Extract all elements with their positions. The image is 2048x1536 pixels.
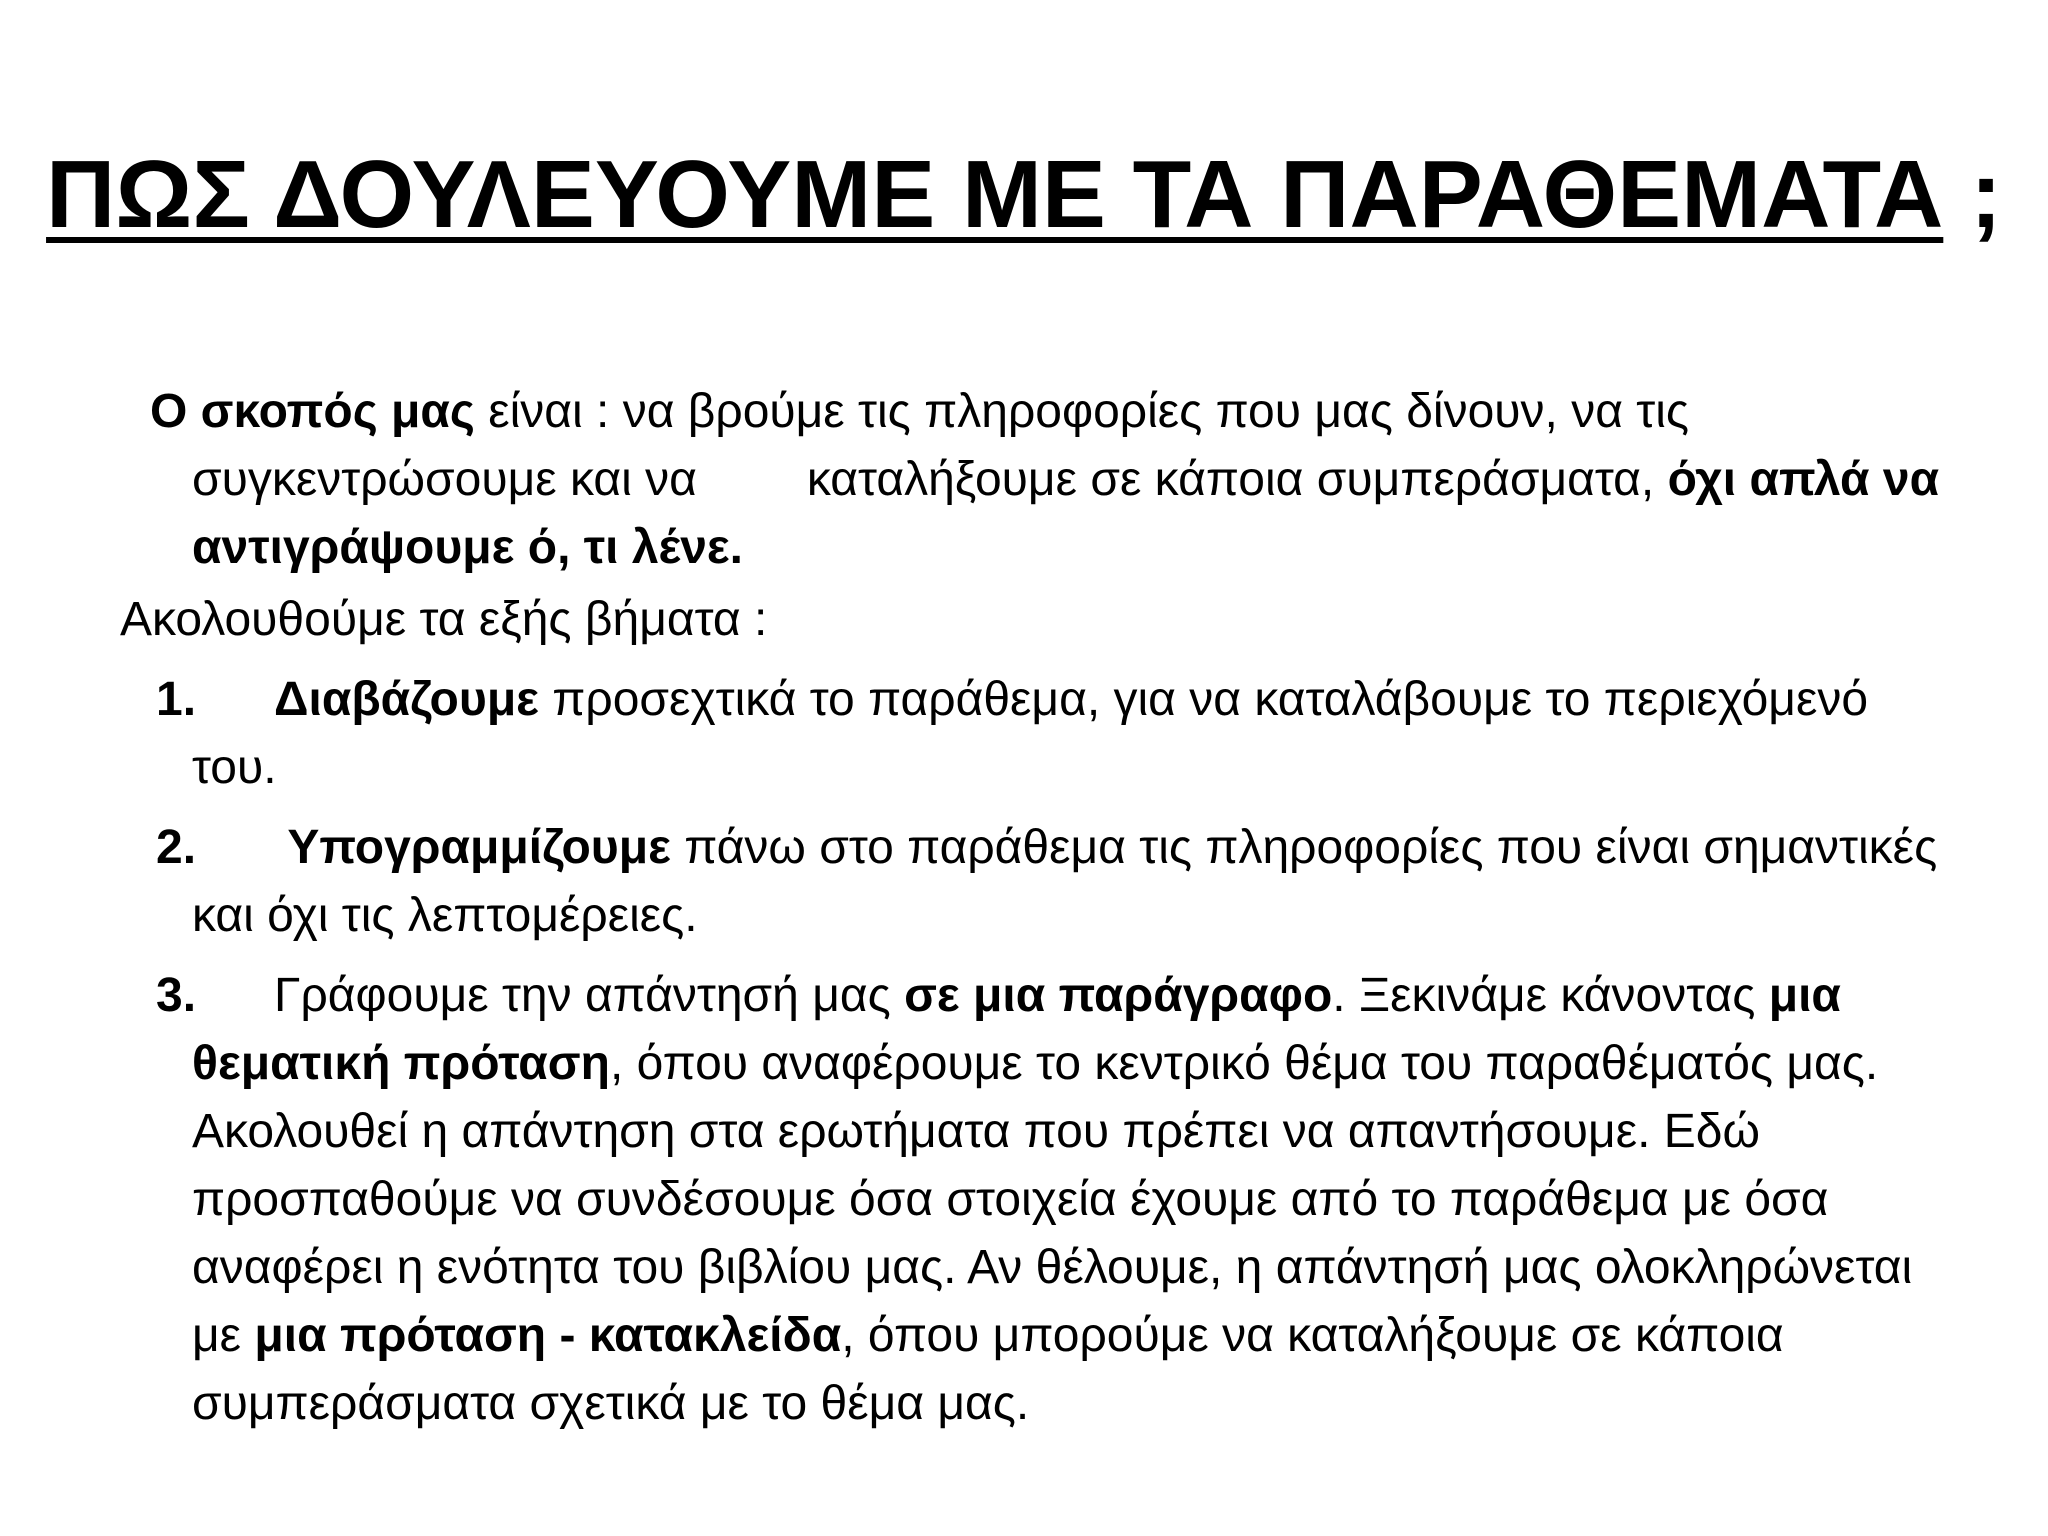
slide-body	[120, 378, 1960, 1438]
purpose-text-2: καταλήξουμε σε κάποια συμπεράσματα,	[806, 453, 1668, 506]
slide-title-tail: ;	[1943, 141, 2002, 248]
purpose-lead: Ο σκοπός μας	[150, 385, 475, 438]
step-keyword: μια θεματική πρόταση	[192, 969, 1841, 1090]
step-text: , όπου αναφέρουμε το κεντρικό θέμα του παραθέματός μας. Ακολουθεί η απάντηση στα ερωτήματα που πρέπει να απαντήσουμε. Εδώ προσπαθούμε να συνδέσουμε όσα στοιχεία έχουμε από το παράθεμα με όσα αναφέρει η ενότητα του βιβλίου μας. Αν θέλουμε, η απάντησή μας ολοκληρώνεται με	[192, 1037, 1913, 1362]
step-text: προσεχτικά το παράθεμα, για να καταλάβουμε το περιεχόμενό του.	[192, 673, 1869, 794]
purpose-tail: όχι απλά να αντιγράψουμε ό, τι λένε.	[192, 453, 1940, 574]
step-text: , όπου μπορούμε να καταλήξουμε σε κάποια συμπεράσματα σχετικά με το θέμα μας.	[192, 1309, 1784, 1430]
step-keyword: Υπογραμμίζουμε	[287, 821, 671, 874]
step-item-2	[120, 814, 1960, 950]
step-keyword: σε μια παράγραφο	[904, 969, 1333, 1022]
step-text: Γράφουμε την απάντησή μας	[274, 969, 905, 1022]
step-number: 1.	[156, 673, 197, 726]
step-item-3	[120, 962, 1960, 1438]
step-text: . Ξεκινάμε κάνοντας	[1332, 969, 1769, 1022]
step-item-1	[120, 666, 1960, 802]
purpose-text-1: είναι : να βρούμε τις πληροφορίες που μας δίνουν, να τις συγκεντρώσουμε και να	[192, 385, 1690, 506]
step-keyword: Διαβάζουμε	[274, 673, 539, 726]
step-text: πάνω στο παράθεμα τις πληροφορίες που είναι σημαντικές και όχι τις λεπτομέρειες.	[192, 821, 1938, 942]
step-number: 2.	[156, 821, 197, 874]
step-keyword: μια πρόταση - κατακλείδα	[254, 1309, 842, 1362]
slide-title	[0, 140, 2048, 250]
purpose-paragraph	[120, 378, 1960, 582]
steps-intro: Ακολουθούμε τα εξής βήματα :	[120, 593, 768, 646]
step-number: 3.	[156, 969, 197, 1022]
slide-title-underlined: ΠΩΣ ΔΟΥΛΕΥΟΥΜΕ ΜΕ ΤΑ ΠΑΡΑΘΕΜΑΤΑ	[46, 141, 1944, 248]
